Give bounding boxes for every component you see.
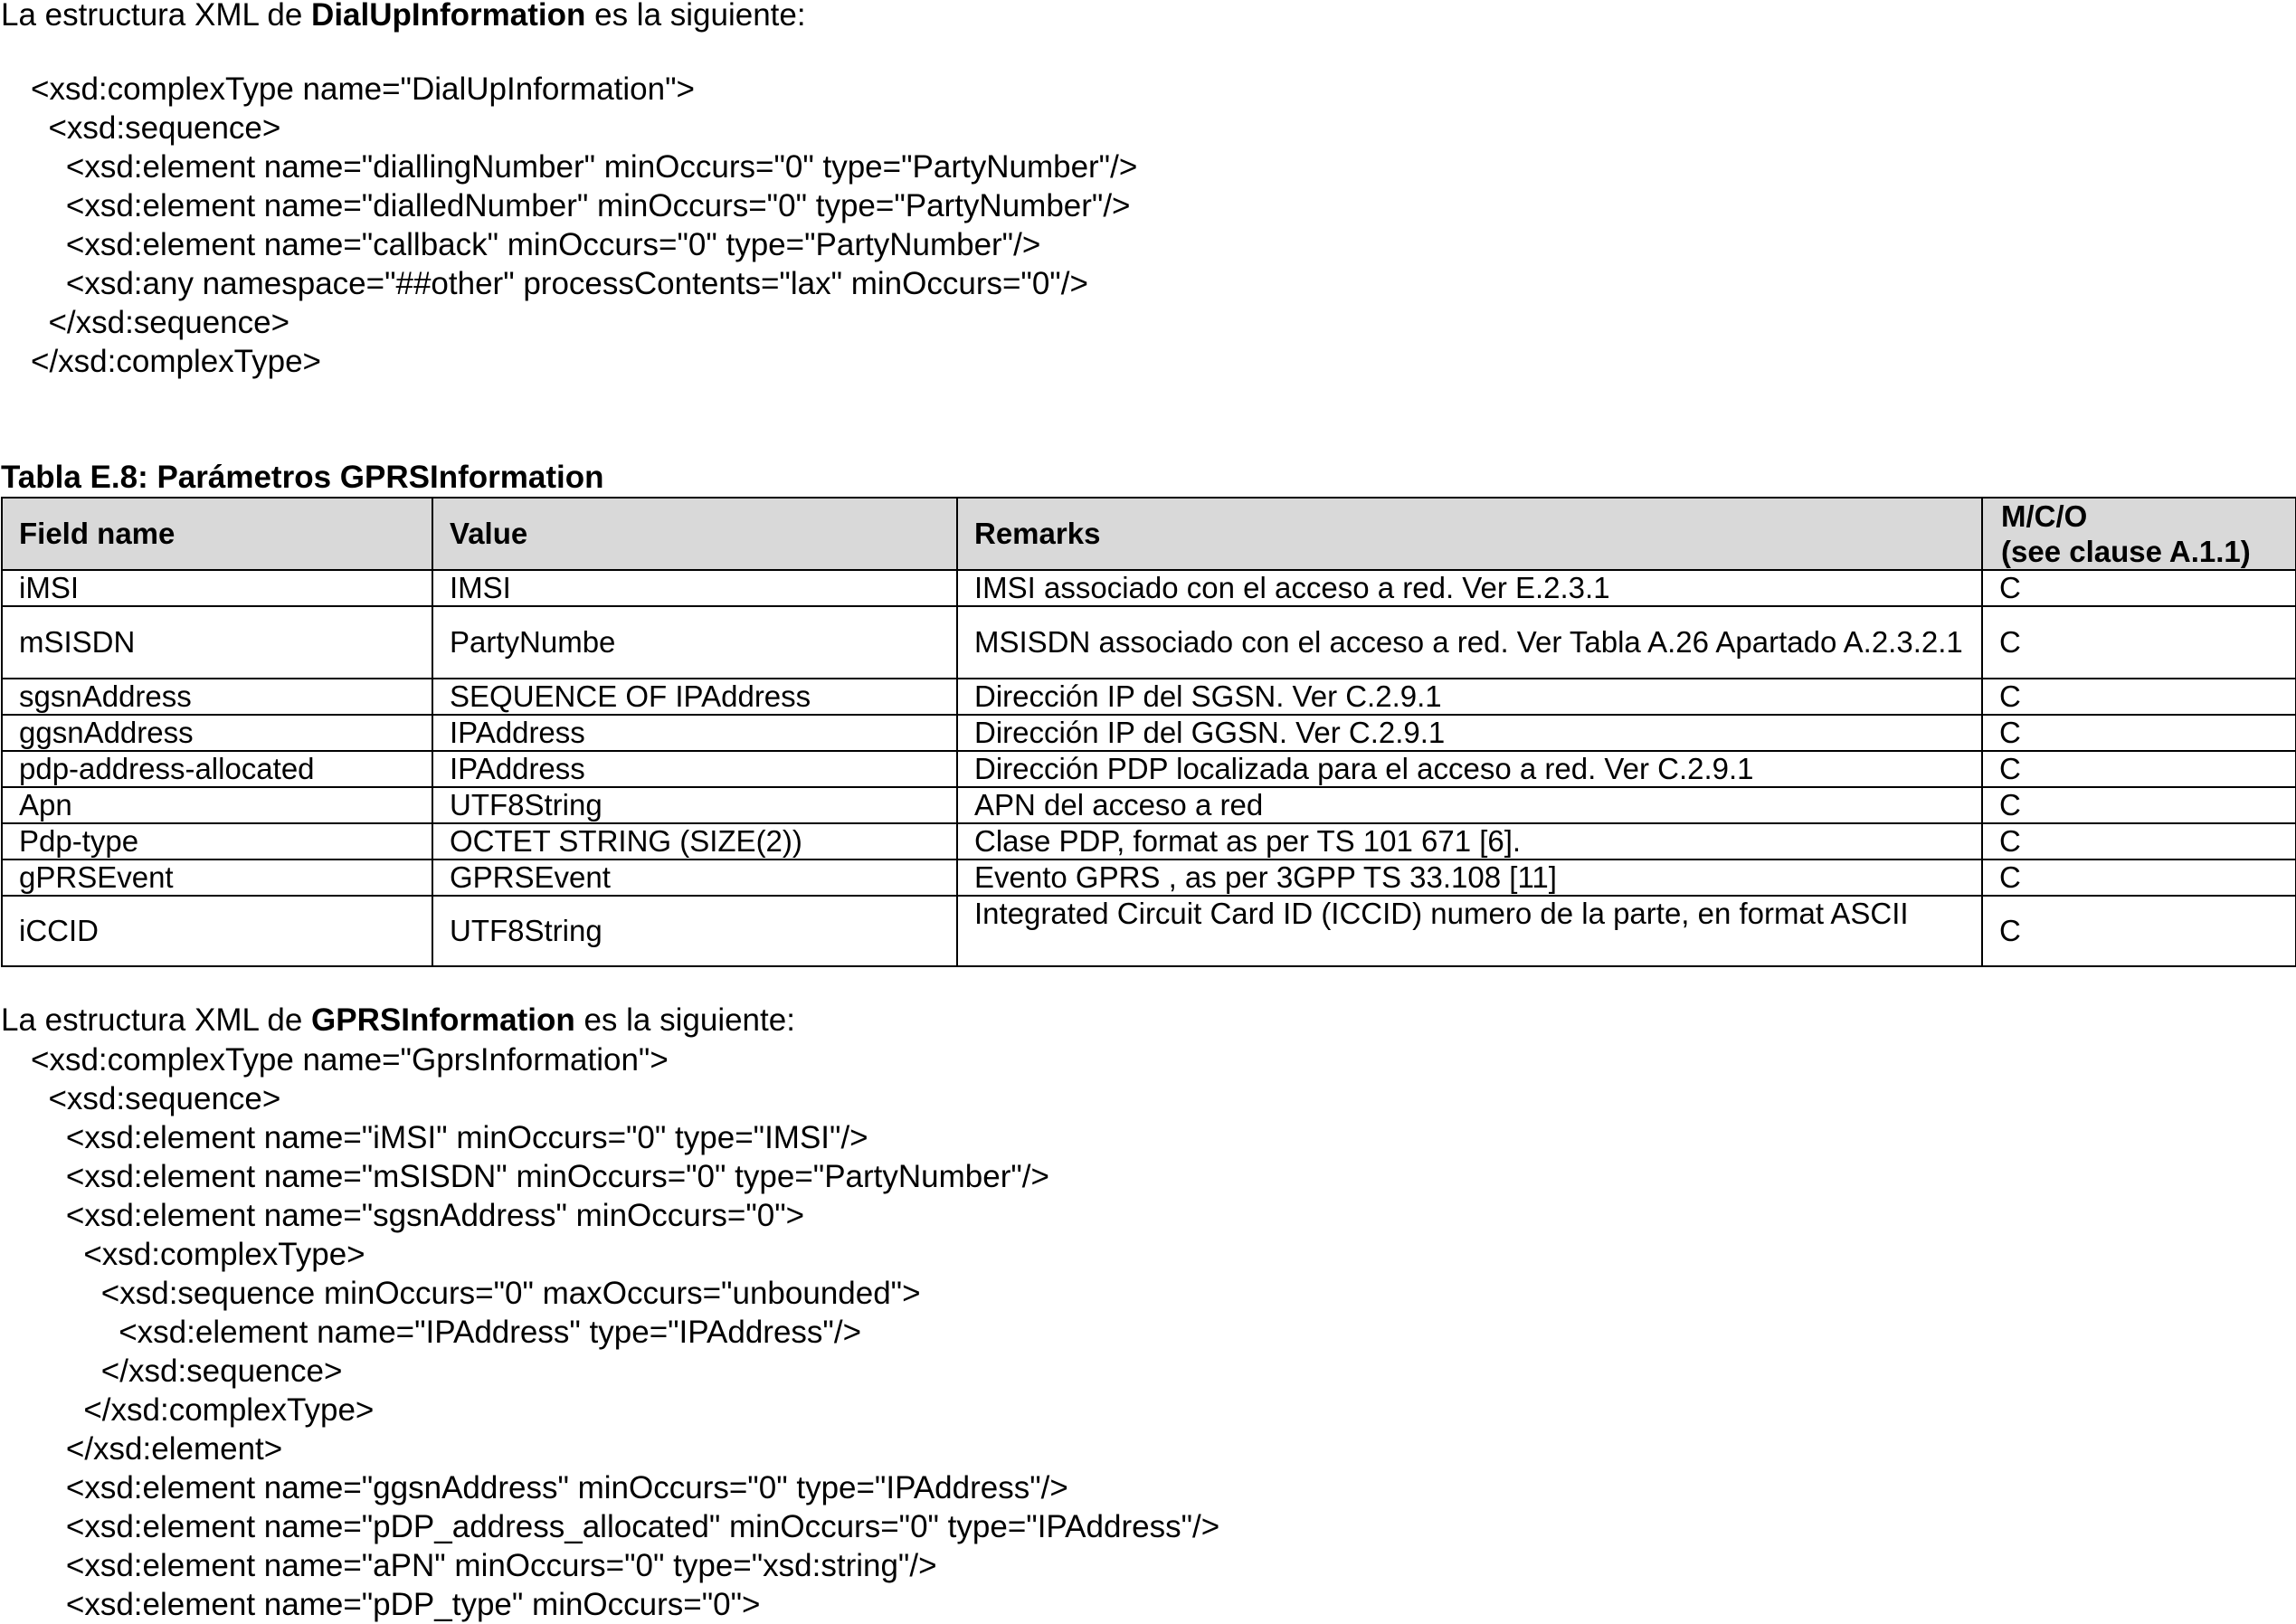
xml-line: </xsd:sequence> <box>31 1353 343 1389</box>
cell-mco: C <box>1982 751 2296 787</box>
xml-line: <xsd:element name="IPAddress" type="IPAddress"/> <box>31 1315 862 1350</box>
table-row <box>2 715 2296 751</box>
xml-line: </xsd:complexType> <box>31 344 321 379</box>
gprs-parameters-table <box>1 497 2296 967</box>
cell-value: IPAddress <box>432 715 957 751</box>
intro-gprs-suffix: es la siguiente: <box>574 1002 795 1038</box>
cell-value: IMSI <box>432 570 957 606</box>
cell-remarks: Dirección IP del GGSN. Ver C.2.9.1 <box>957 715 1982 751</box>
intro-dialup-suffix: es la siguiente: <box>585 0 806 33</box>
table-caption: Tabla E.8: Parámetros GPRSInformation <box>1 460 604 495</box>
intro-dialup-prefix: La estructura XML de <box>1 0 312 33</box>
xml-line: </xsd:element> <box>31 1431 283 1467</box>
xml-line: </xsd:sequence> <box>31 305 290 340</box>
xml-line: <xsd:sequence> <box>31 1081 281 1116</box>
xml-line: <xsd:element name="iMSI" minOccurs="0" type="IMSI"/> <box>31 1120 868 1155</box>
cell-value: PartyNumbe <box>432 606 957 679</box>
xml-line: <xsd:element name="pDP_address_allocated" minOccurs="0" type="IPAddress"/> <box>31 1509 1220 1544</box>
cell-remarks: IMSI associado con el acceso a red. Ver E.2.3.1 <box>957 570 1982 606</box>
xml-line: <xsd:complexType> <box>31 1237 365 1272</box>
table-row <box>2 859 2296 896</box>
cell-field-name: Pdp-type <box>2 823 432 859</box>
xml-line: <xsd:element name="aPN" minOccurs="0" type="xsd:string"/> <box>31 1548 937 1583</box>
intro-dialup <box>1 0 806 34</box>
cell-mco: C <box>1982 570 2296 606</box>
cell-field-name: iMSI <box>2 570 432 606</box>
cell-remarks: APN del acceso a red <box>957 787 1982 823</box>
xml-line: <xsd:complexType name="DialUpInformation"> <box>31 71 695 107</box>
intro-gprs-bold: GPRSInformation <box>311 1002 575 1038</box>
cell-remarks: Dirección IP del SGSN. Ver C.2.9.1 <box>957 679 1982 715</box>
table-row <box>2 823 2296 859</box>
cell-field-name: Apn <box>2 787 432 823</box>
xml-line: <xsd:element name="mSISDN" minOccurs="0" type="PartyNumber"/> <box>31 1159 1049 1194</box>
cell-remarks: Clase PDP, format as per TS 101 671 [6]. <box>957 823 1982 859</box>
table-row <box>2 896 2296 966</box>
cell-value: UTF8String <box>432 787 957 823</box>
table-row <box>2 606 2296 679</box>
cell-value: UTF8String <box>432 896 957 966</box>
xml-line: </xsd:complexType> <box>31 1392 375 1428</box>
cell-remarks: Evento GPRS , as per 3GPP TS 33.108 [11] <box>957 859 1982 896</box>
intro-gprs <box>1 1002 795 1040</box>
cell-value: SEQUENCE OF IPAddress <box>432 679 957 715</box>
cell-remarks: Dirección PDP localizada para el acceso a red. Ver C.2.9.1 <box>957 751 1982 787</box>
header-mco <box>1982 498 2296 570</box>
table-row <box>2 751 2296 787</box>
xml-line: <xsd:any namespace="##other" processContents="lax" minOccurs="0"/> <box>31 266 1088 301</box>
header-field-name: Field name <box>2 498 432 570</box>
xml-line: <xsd:element name="callback" minOccurs="0" type="PartyNumber"/> <box>31 227 1041 262</box>
cell-field-name: ggsnAddress <box>2 715 432 751</box>
header-remarks: Remarks <box>957 498 1982 570</box>
table-row <box>2 679 2296 715</box>
xml-line: <xsd:sequence> <box>31 110 281 146</box>
cell-mco: C <box>1982 715 2296 751</box>
cell-field-name: pdp-address-allocated <box>2 751 432 787</box>
xml-line: <xsd:element name="sgsnAddress" minOccurs="0"> <box>31 1198 805 1233</box>
xml-line: <xsd:sequence minOccurs="0" maxOccurs="unbounded"> <box>31 1276 921 1311</box>
header-mco-line1: M/C/O <box>2001 499 2088 533</box>
xml-line: <xsd:element name="dialledNumber" minOccurs="0" type="PartyNumber"/> <box>31 188 1131 223</box>
cell-field-name: sgsnAddress <box>2 679 432 715</box>
cell-mco: C <box>1982 859 2296 896</box>
cell-value: OCTET STRING (SIZE(2)) <box>432 823 957 859</box>
cell-value: GPRSEvent <box>432 859 957 896</box>
xml-line: <xsd:element name="ggsnAddress" minOccurs="0" type="IPAddress"/> <box>31 1470 1068 1505</box>
xml-line: <xsd:element name="pDP_type" minOccurs="0"> <box>31 1587 761 1622</box>
header-mco-line2: (see clause A.1.1) <box>2001 535 2251 568</box>
header-value: Value <box>432 498 957 570</box>
cell-mco: C <box>1982 823 2296 859</box>
cell-remarks: MSISDN associado con el acceso a red. Ver Tabla A.26 Apartado A.2.3.2.1 <box>957 606 1982 679</box>
cell-mco: C <box>1982 679 2296 715</box>
xml-line: <xsd:element name="diallingNumber" minOccurs="0" type="PartyNumber"/> <box>31 149 1138 185</box>
cell-field-name: gPRSEvent <box>2 859 432 896</box>
cell-field-name: iCCID <box>2 896 432 966</box>
table-row <box>2 570 2296 606</box>
cell-mco: C <box>1982 787 2296 823</box>
intro-dialup-bold: DialUpInformation <box>311 0 586 33</box>
cell-remarks: Integrated Circuit Card ID (ICCID) numero de la parte, en format ASCII <box>957 896 1982 966</box>
intro-gprs-prefix: La estructura XML de <box>1 1002 312 1038</box>
xml-line: <xsd:complexType name="GprsInformation"> <box>31 1042 669 1078</box>
cell-mco: C <box>1982 896 2296 966</box>
cell-mco: C <box>1982 606 2296 679</box>
table-row <box>2 787 2296 823</box>
cell-value: IPAddress <box>432 751 957 787</box>
table-header-row <box>2 498 2296 570</box>
cell-field-name: mSISDN <box>2 606 432 679</box>
